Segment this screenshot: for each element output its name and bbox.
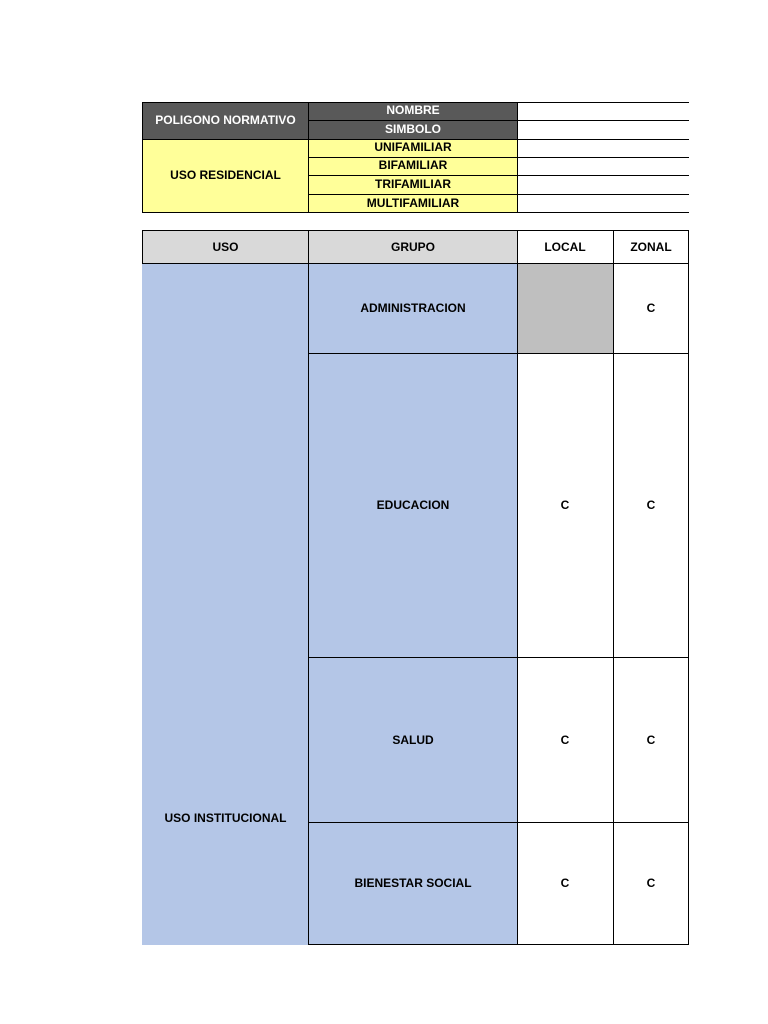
zonal-salud: C: [646, 732, 656, 747]
grid-line: [142, 230, 689, 231]
grupo-administracion: ADMINISTRACION: [309, 264, 517, 354]
grid-line: [308, 102, 309, 213]
local-administracion: [517, 264, 613, 354]
grupo-educacion: EDUCACION: [309, 354, 517, 658]
bifamiliar-value[interactable]: [517, 157, 689, 175]
header-local: LOCAL: [544, 239, 586, 254]
local-educacion: C: [560, 498, 570, 513]
grid-line: [308, 353, 689, 354]
uso-institucional-cell: [142, 264, 309, 945]
multifamiliar-label: MULTIFAMILIAR: [309, 194, 517, 213]
grid-line: [142, 102, 689, 103]
multifamiliar-value[interactable]: [517, 194, 689, 213]
uso-residencial-label: USO RESIDENCIAL: [142, 139, 309, 213]
grid-line: [142, 212, 689, 213]
simbolo-value[interactable]: [517, 120, 689, 139]
grid-line: [308, 657, 689, 658]
zonal-bienestar-social: C: [646, 876, 656, 891]
grupo-bienestar-social: BIENESTAR SOCIAL: [309, 823, 517, 945]
grid-line: [142, 230, 143, 264]
poligono-normativo-label: POLIGONO NORMATIVO: [142, 102, 309, 139]
header-grupo: GRUPO: [309, 231, 517, 264]
grid-line: [309, 120, 689, 121]
unifamiliar-label: UNIFAMILIAR: [309, 139, 517, 157]
grid-line: [308, 944, 689, 945]
grid-line: [613, 230, 614, 945]
grid-line: [309, 157, 689, 158]
grid-line: [309, 194, 689, 195]
bifamiliar-label: BIFAMILIAR: [309, 157, 517, 175]
grid-line: [688, 230, 689, 945]
nombre-label: NOMBRE: [309, 102, 517, 120]
grid-line: [142, 263, 689, 264]
grid-line: [309, 175, 689, 176]
zonal-educacion: C: [646, 498, 656, 513]
local-bienestar-social: C: [560, 876, 570, 891]
grid-line: [517, 102, 518, 213]
nombre-value[interactable]: [517, 102, 689, 120]
grid-line: [308, 822, 689, 823]
trifamiliar-label: TRIFAMILIAR: [309, 175, 517, 194]
local-salud: C: [560, 732, 570, 747]
grid-line: [308, 230, 309, 945]
simbolo-label: SIMBOLO: [309, 120, 517, 139]
header-uso: USO: [142, 231, 309, 264]
grid-line: [142, 102, 143, 213]
header-zonal: ZONAL: [630, 239, 672, 254]
zonal-administracion: C: [646, 301, 656, 316]
grid-line: [142, 139, 689, 140]
unifamiliar-value[interactable]: [517, 139, 689, 157]
trifamiliar-value[interactable]: [517, 175, 689, 194]
grid-line: [517, 230, 518, 945]
grupo-salud: SALUD: [309, 658, 517, 823]
uso-institucional-label: USO INSTITUCIONAL: [164, 810, 287, 825]
